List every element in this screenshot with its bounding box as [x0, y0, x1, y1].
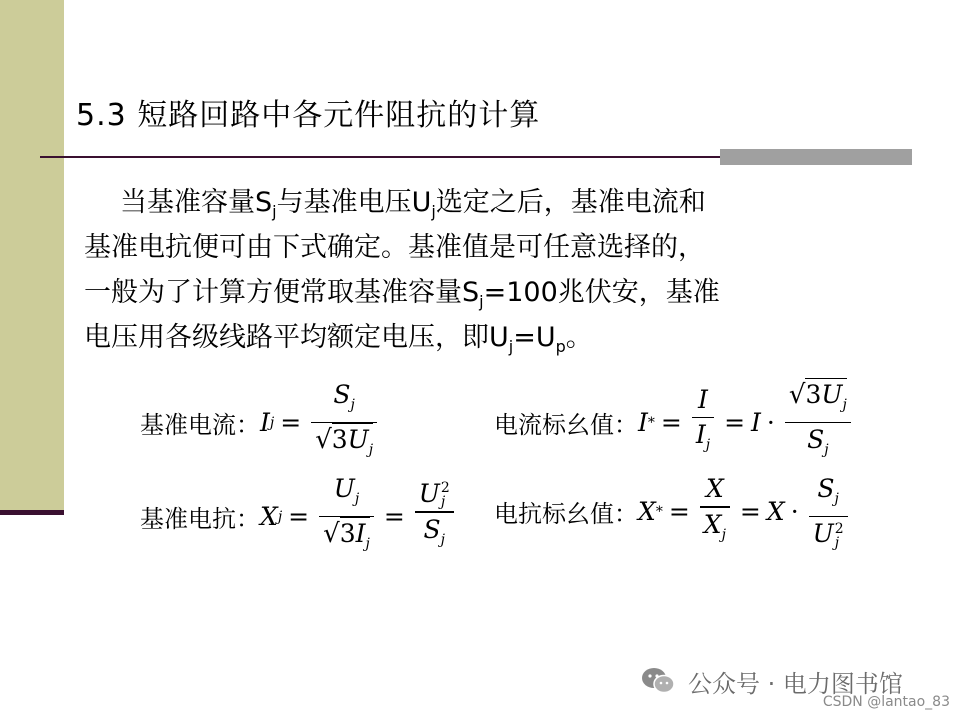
formula-pu-current: 电流标幺值： I * = $\frac{I}{I_j}$ = I · $\frac{√3U_j}{S_j}$	[494, 380, 855, 465]
formula-base-current: 基准电流： I j = $\frac{S_j}{√3U_j}$	[140, 380, 381, 465]
para-line-2: 基准电抗便可由下式确定。基准值是可任意选择的，	[84, 232, 705, 263]
fraction: $\frac{S_j}{√3U_j}$	[311, 380, 377, 465]
fraction: $\frac{U_j}{√3I_j}$	[319, 474, 374, 559]
formula-base-reactance: 基准电抗： X j = $\frac{U_j}{√3I_j}$ = U 2 j $S_j$	[140, 474, 458, 559]
body-paragraph	[84, 180, 844, 360]
para-line-1: 当基准容量$S_j$与基准电压$U_j$选定之后，基准电流和	[120, 187, 706, 221]
slide-title: 5.3 短路回路中各元件阻抗的计算	[76, 98, 541, 133]
fraction: $\frac{X}{X_j}$	[700, 474, 730, 549]
left-accent-underline	[0, 510, 64, 515]
para-line-3: 一般为了计算方便常取基准容量$S_j=100$兆伏安，基准	[84, 277, 720, 311]
left-accent-bar	[0, 0, 64, 510]
formula-pu-reactance: 电抗标幺值： X * = $\frac{X}{X_j}$ = X · $S_j$ U 2 j	[494, 474, 852, 550]
wechat-icon	[640, 666, 676, 696]
csdn-watermark: CSDN @lantao_83	[822, 694, 950, 710]
para-line-4: 电压用各级线路平均额定电压，即$U_j=U_p$。	[84, 322, 593, 356]
fraction: $S_j$ U 2 j	[809, 474, 848, 550]
watermark-text: 公众号 · 电力图书馆	[688, 670, 903, 698]
fraction: $\frac{√3U_j}{S_j}$	[785, 380, 851, 465]
fraction: $\frac{I}{I_j}$	[692, 385, 714, 460]
title-gray-bar	[720, 149, 912, 165]
fraction: U 2 j $S_j$	[415, 479, 454, 555]
